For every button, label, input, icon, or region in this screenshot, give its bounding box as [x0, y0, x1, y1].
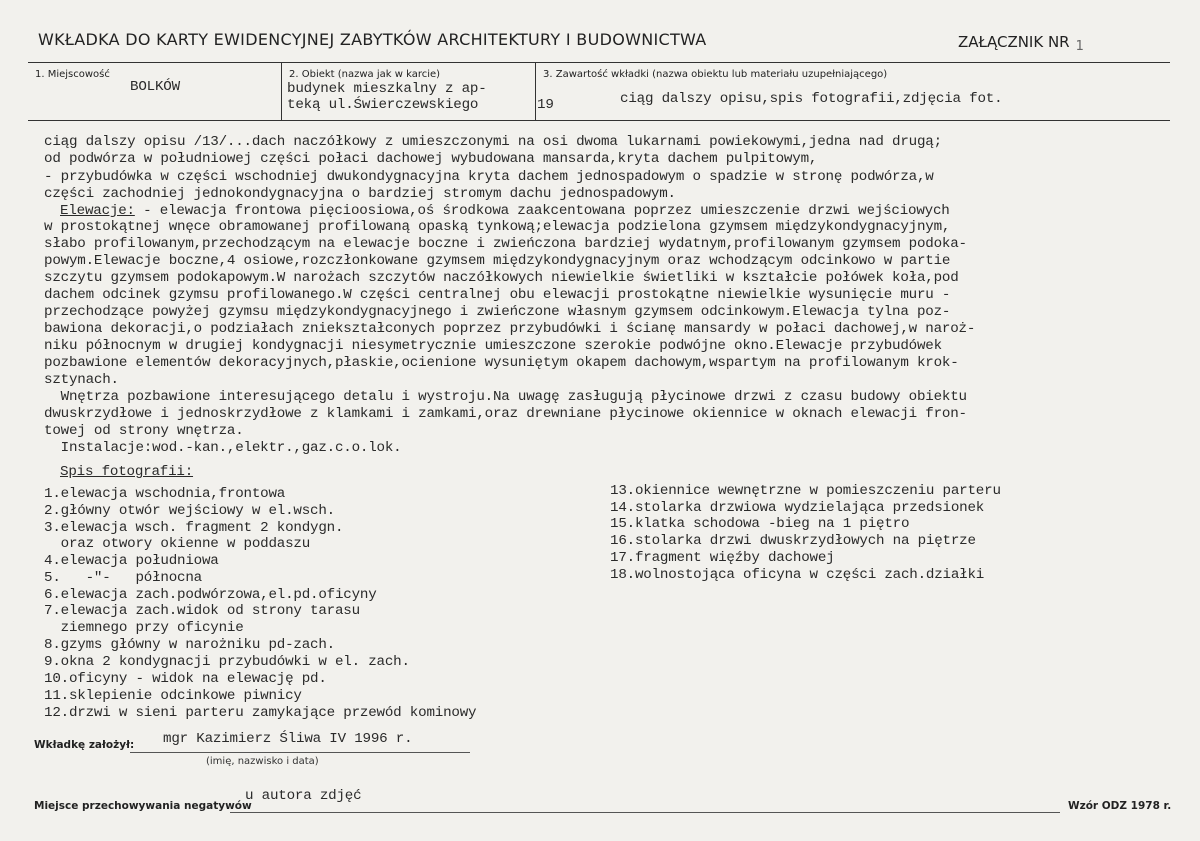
desc-line-3: - przybudówka w części wschodniej dwukondygnacyjna kryta dachem jednospadowym o spadzie w stronę podwórza,w: [44, 169, 934, 185]
photo-item: 15.klatka schodowa -bieg na 1 piętro: [610, 516, 910, 532]
author-value: mgr Kazimierz Śliwa IV 1996 r.: [163, 731, 413, 747]
elevation-line-2: w prostokątnej wnęce obramowanej profilowaną opaską tynkową;elewacja podzielona gzymsem międzykondygnacyjnym,: [44, 219, 951, 235]
photo-item: 7.elewacja zach.widok od strony tarasu: [44, 603, 360, 619]
interior-line-3: towej od strony wnętrza.: [44, 423, 244, 439]
photo-item: 5. -"- północna: [44, 570, 202, 586]
photo-item: 2.główny otwór wejściowy w el.wsch.: [44, 503, 335, 519]
form-title: WKŁADKA DO KARTY EWIDENCYJNEJ ZABYTKÓW ARCHITEKTURY I BUDOWNICTWA: [38, 30, 707, 49]
attachment-number: [958, 33, 1084, 54]
elevation-line-3: słabo profilowanym,przechodzącym na elewacje boczne i zwieńczona bardziej wydatnym,profilowanym gzymsem podoka-: [44, 236, 967, 252]
photo-item: 9.okna 2 kondygnacji przybudówki w el. zach.: [44, 654, 410, 670]
interior-line-1: Wnętrza pozbawione interesującego detalu i wystroju.Na uwagę zasługują płycinowe drzwi z czasu budowy obiektu: [44, 389, 967, 405]
field-divider-2: [535, 62, 536, 120]
photo-item: 3.elewacja wsch. fragment 2 kondygn.: [44, 520, 344, 536]
content-value: ciąg dalszy opisu,spis fotografii,zdjęcia fot.: [620, 91, 1003, 107]
photo-item: 11.sklepienie odcinkowe piwnicy: [44, 688, 302, 704]
author-label: Wkładkę założył:: [34, 739, 135, 751]
content-label: 3. Zawartość wkładki (nazwa obiektu lub materiału uzupełniającego): [543, 69, 888, 80]
photo-item: 8.gzyms główny w narożniku pd-zach.: [44, 637, 335, 653]
locality-value: BOLKÓW: [130, 79, 180, 95]
negatives-value: u autora zdjęć: [245, 788, 362, 804]
photo-item: oraz otwory okienne w poddaszu: [44, 536, 311, 552]
object-number: 19: [537, 97, 554, 113]
elevation-line-11: sztynach.: [44, 372, 119, 388]
header-bottom-rule: [28, 120, 1170, 121]
desc-line-4: części zachodniej jednokondygnacyjna o bardziej stromym dachu jednospadowym.: [44, 186, 676, 202]
elevation-line-10: pozbawione elementów dekoracyjnych,płaskie,ocienione wysuniętym okapem dachowym,wspartym na profilowanym krok-: [44, 355, 959, 371]
field-divider-1: [281, 62, 282, 120]
object-value-line2: teką ul.Świerczewskiego: [287, 97, 479, 113]
object-value-line1: budynek mieszkalny z ap-: [287, 81, 487, 97]
photo-item: 13.okiennice wewnętrzne w pomieszczeniu parteru: [610, 483, 1001, 499]
attachment-label: ZAŁĄCZNIK NR: [958, 33, 1070, 51]
elevation-heading: Elewacje:: [60, 203, 135, 219]
photo-item: 17.fragment więźby dachowej: [610, 550, 835, 566]
author-hint: (imię, nazwisko i data): [206, 756, 319, 767]
desc-line-1: ciąg dalszy opisu /13/...dach naczółkowy z umieszczonymi na osi dwoma lukarnami powiekowymi,jedna nad drugą;: [44, 134, 942, 150]
elevation-line-1: [60, 203, 950, 219]
header-top-rule: [28, 62, 1170, 63]
photo-item: 1.elewacja wschodnia,frontowa: [44, 486, 286, 502]
attachment-value: 1: [1075, 39, 1084, 54]
negatives-label: Miejsce przechowywania negatywów: [34, 800, 252, 812]
photo-item: ziemnego przy oficynie: [44, 620, 244, 636]
elevation-line-9: niku północnym w drugiej kondygnacji niesymetrycznie umieszczone szerokie podwójne okno.Elewacje przybudówek: [44, 338, 942, 354]
interior-line-2: dwuskrzydłowe i jednoskrzydłowe z klamkami i zamkami,oraz drewniane płycinowe okiennice w oknach elewacji fron-: [44, 406, 967, 422]
author-rule: [130, 752, 470, 753]
photo-item: 6.elewacja zach.podwórzowa,el.pd.oficyny: [44, 587, 377, 603]
elevation-line-1-text: - elewacja frontowa pięcioosiowa,oś środkowa zaakcentowana poprzez umieszczenie drzwi wejściowych: [134, 203, 950, 219]
photo-item: 14.stolarka drzwiowa wydzielająca przedsionek: [610, 500, 985, 516]
photo-item: 12.drzwi w sieni parteru zamykające przewód kominowy: [44, 705, 477, 721]
photo-item: 10.oficyny - widok na elewację pd.: [44, 671, 327, 687]
photo-item: 16.stolarka drzwi dwuskrzydłowych na piętrze: [610, 533, 976, 549]
object-label: 2. Obiekt (nazwa jak w karcie): [289, 69, 441, 80]
photo-item: 4.elewacja południowa: [44, 553, 219, 569]
photo-item: 18.wolnostojąca oficyna w części zach.działki: [610, 567, 985, 583]
elevation-line-7: przechodzące powyżej gzymsu międzykondygnacyjnego i zwieńczone własnym gzymsem odcinkowym.Elewacja tylna poz-: [44, 304, 951, 320]
installations-line: Instalacje:wod.-kan.,elektr.,gaz.c.o.lok.: [44, 440, 402, 456]
photo-list-heading: Spis fotografii:: [60, 464, 194, 480]
elevation-line-6: dachem odcinek gzymsu profilowanego.W części centralnej obu elewacji prostokątne niewielkie wysunięcie muru -: [44, 287, 951, 303]
elevation-line-4: powym.Elewacje boczne,4 osiowe,rozczłonkowane gzymsem międzykondygnacyjnym oraz wchodzącym odcinkowo w partie: [44, 253, 951, 269]
locality-label: 1. Miejscowość: [35, 69, 110, 80]
negatives-rule: [230, 812, 1060, 813]
form-id: Wzór ODZ 1978 r.: [1068, 800, 1172, 812]
elevation-line-5: szczytu gzymsem podokapowym.W narożach szczytów naczółkowych niewielkie świetliki w kształcie połówek koła,pod: [44, 270, 959, 286]
elevation-line-8: bawiona dekoracji,o podziałach zniekształconych poprzez przybudówki i ścianę mansardy w połaci dachowej,w naroż-: [44, 321, 976, 337]
desc-line-2: od podwórza w południowej części połaci dachowej wybudowana mansarda,kryta dachem pulpitowym,: [44, 151, 818, 167]
